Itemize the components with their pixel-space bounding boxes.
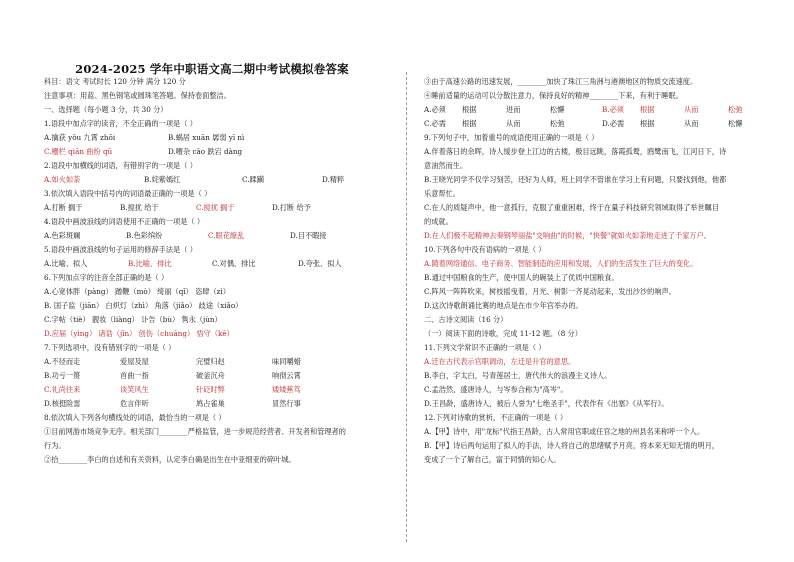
option-c: C.眼花缭乱 xyxy=(208,231,245,240)
option-d: D.精粹 xyxy=(322,175,345,184)
question-9-option-c-cont: 的成就。 xyxy=(424,217,453,226)
option-cell: 从而 xyxy=(506,119,521,128)
subsection-heading: （一）阅读下面的诗歌，完成 11-12 题。（8 分） xyxy=(424,329,582,338)
question-5: 5.语段中画波浪线的句子运用的修辞手法是（ ） xyxy=(44,245,197,254)
option-cell: D.必需 xyxy=(602,119,625,128)
question-9-option-d: D.在人们极不起精神去奏钢琴丽盐"交响曲"的时候，"快餐"就如火如荼地走进了千家万户。 xyxy=(424,231,711,240)
option-cell: 首曲一指 xyxy=(120,371,149,380)
question-4: 4.语段中画波浪线的词语使用不正确的一项是（ ） xyxy=(44,217,205,226)
option-cell: 完璧归赵 xyxy=(196,357,225,366)
question-3-options xyxy=(44,203,311,212)
question-7-option-row xyxy=(44,385,348,394)
question-7-option-row xyxy=(44,399,348,408)
question-8-sentence-2: ②拾________李白的自述和有关资料，认定李白确是出生在中亚细亚的碎叶城。 xyxy=(44,455,296,464)
question-8-option-row xyxy=(424,119,780,128)
option-c: C.对偶、排比 xyxy=(212,259,256,268)
question-7-option-row xyxy=(44,371,348,380)
question-6-option-c: C.字帖（tiè） 靓妆（liàng） 讣告（bù） 隽永（jùn） xyxy=(44,315,222,324)
option-cell: 谈笑风生 xyxy=(120,385,149,394)
option-a: A.擒获 yǒu 九霄 zhōi xyxy=(44,133,116,142)
section-heading: 一、选择题（每小题 3 分，共 30 分） xyxy=(44,105,168,114)
question-12-option-b-cont: 变成了一个了解自己，富于同情的知心人。 xyxy=(424,455,561,464)
option-cell: B.功亏一篑 xyxy=(44,371,81,380)
option-b: B.姹紫嫣红 xyxy=(144,175,181,184)
question-9: 9.下列句子中，加着重号的成语使用正确的一项是（ ） xyxy=(424,133,599,142)
option-cell: 从而 xyxy=(684,119,699,128)
question-8-sentence-4: ④睡前适量的运动可以分散注意力，保持良好的精神________下来，有利于睡眠。 xyxy=(424,91,683,100)
question-10-option-d: D.这次诗歌朗诵比赛的地点是在市少年宫举办的。 xyxy=(424,301,583,310)
option-cell: A.不径而走 xyxy=(44,357,81,366)
option-d: D.打断 给予 xyxy=(272,203,311,212)
option-cell: B.必须 xyxy=(602,105,624,114)
question-6: 6.下列加点字的注音全部正确的是（ ） xyxy=(44,273,169,282)
question-8-sentence-3: ③由于高速公路的迅速发展，________加快了珠江三角洲与港澳地区的物质交流速度。 xyxy=(424,77,698,86)
option-cell: 冒然行事 xyxy=(272,399,301,408)
exam-meta: 科目：语文 考试时长 120 分钟 满分 120 分 xyxy=(44,77,186,86)
question-4-options xyxy=(44,231,327,240)
question-10: 10.下列各句中没有语病的一项是（ ） xyxy=(424,245,546,254)
option-cell: 从而 xyxy=(684,105,699,114)
option-cell: 响彻云霄 xyxy=(272,371,301,380)
option-cell: 松弛 xyxy=(550,119,565,128)
option-d: D.目不暇接 xyxy=(290,231,327,240)
question-8-sentence-1: ①目前网游市场竞争无序。相关部门________严格监管，进一步规范经营者、开发者和管理者的 xyxy=(44,427,346,436)
option-cell: 根据 xyxy=(462,119,477,128)
option-c: C.搅扰 搁于 xyxy=(196,203,235,212)
question-6-option-b: B. 国子监（jiān） 白炽灯（zhì） 角落（jiǎo） 歧途（xiǎo） xyxy=(44,301,243,310)
question-8: 8.依次填入下列各句横线处的词语，最恰当的一项是（ ） xyxy=(44,413,226,422)
option-d: D.夸张、拟人 xyxy=(298,259,342,268)
option-cell: C.必需 xyxy=(424,119,446,128)
question-12-option-a: A.【甲】诗中，用"龙标"代指王昌龄，古人常用官职或任官之地的州县名来称呼一个人。 xyxy=(424,427,705,436)
question-9-option-a-cont: 意油然而生。 xyxy=(424,161,468,170)
option-cell: 破釜沉舟 xyxy=(196,371,225,380)
option-a: A.打断 搁于 xyxy=(44,203,83,212)
option-cell: 味同嚼蜡 xyxy=(272,357,301,366)
option-cell: 进而 xyxy=(506,105,521,114)
option-cell: 根据 xyxy=(640,105,655,114)
option-c: C.栅栏 qiān 曲纷 qū xyxy=(44,147,113,156)
option-cell: 松懈 xyxy=(728,119,743,128)
question-10-option-c: C.阵风一阵阵吹来，树枝摇曳着，月光、树影一齐晃动起来，发出沙沙的响声。 xyxy=(424,287,676,296)
option-cell: D.核挺险雷 xyxy=(44,399,81,408)
question-6-option-a: A.心宽体胖（pàng） 蹭鞭（mò） 绮丽（qǐ） 恣肆（zì） xyxy=(44,287,230,296)
option-b: B.色彩缤纷 xyxy=(126,231,163,240)
question-11-option-a: A.迁在古代表示官职调动，左迁是升官的意思。 xyxy=(424,357,576,366)
option-b: B.蜗居 xuān 孱弱 yī nì xyxy=(168,133,245,142)
question-8-sentence-1-cont: 行为。 xyxy=(44,441,66,450)
option-cell: 矮矮蕉笃 xyxy=(272,385,301,394)
option-cell: 松懈 xyxy=(550,105,565,114)
option-cell: 根据 xyxy=(640,119,655,128)
question-9-option-c: C.在人的质疑声中，他一意孤行，克服了重重困难，终于在量子科技研究领域取得了举世瞩目 xyxy=(424,203,720,212)
question-11-option-c: C.孟浩然，盛唐诗人，与岑参合称为"高岑"。 xyxy=(424,385,568,394)
question-5-options xyxy=(44,259,342,268)
page-title: 2024-2025 学年中职语文高二期中考试模拟卷答案 xyxy=(75,62,349,76)
option-b: B.搅扰 给于 xyxy=(120,203,159,212)
option-cell: 针砭时弊 xyxy=(196,385,225,394)
question-10-option-b: B.通过中国粮食的生产，使中国人的碗装上了优质中国粮食。 xyxy=(424,273,619,282)
option-a: A.如火如荼 xyxy=(44,175,81,184)
question-7: 7.下列选项中，没有错别字的一项是（ ） xyxy=(44,343,176,352)
question-11-option-d: D.王昌龄，盛唐诗人，被后人誉为"七绝圣手"，代表作有《出塞》《从军行》。 xyxy=(424,399,669,408)
option-b: B.比喻、排比 xyxy=(128,259,172,268)
option-cell: 根据 xyxy=(462,105,477,114)
option-a: A.比喻、拟人 xyxy=(44,259,88,268)
question-1-options-cd xyxy=(44,147,242,156)
section-heading-2: 二、古诗文阅读（16 分） xyxy=(424,315,508,324)
question-7-option-row xyxy=(44,357,348,366)
option-d: D.嘈杂 cāo 跌宕 dàng xyxy=(168,147,243,156)
question-9-option-b-cont: 乐意帮忙。 xyxy=(424,189,460,198)
question-6-option-d: D.应届（yìng） 诸诰（jīn） 创伤（chuāng） 悟守（kē） xyxy=(44,329,234,338)
option-a: A.色彩斑斓 xyxy=(44,231,81,240)
option-cell: 松弛 xyxy=(728,105,743,114)
question-10-option-a: A.随着网络通信、电子商务、智能制造的应用和发展，人们的生活发生了巨大的变化。 xyxy=(424,259,698,268)
question-1-options-ab xyxy=(44,133,244,142)
exam-instructions: 注意事项：用蓝、黑色钢笔或圆珠笔答题。保持卷面整洁。 xyxy=(44,91,231,100)
question-1: 1.语段中加点字的读音，不全正确的一项是（ ） xyxy=(44,119,197,128)
question-12: 12.下列对诗歌的赏析，不正确的一项是（ ） xyxy=(424,413,568,422)
question-11-option-b: B.李白，字太白，号青莲居士，唐代伟大的浪漫主义诗人。 xyxy=(424,371,612,380)
question-2: 2.语段中加横线的词语，有错别字的一项是（ ） xyxy=(44,161,197,170)
option-c: C.蹂躏 xyxy=(242,175,264,184)
option-cell: A.必须 xyxy=(424,105,446,114)
question-9-option-a: A.伴着落日的余晖，诗人缓步登上江边的古楼，极目远眺，落霞孤鹜，鸥鹭南飞，江河日下，诗 xyxy=(424,147,727,156)
column-divider xyxy=(406,72,407,542)
question-11: 11.下列文学常识不正确的一项是（ ） xyxy=(424,343,546,352)
option-cell: 危言伴听 xyxy=(120,399,149,408)
question-12-option-b: B.【甲】诗后两句运用了拟人的手法，诗人将自己的思绪赋予月亮，将本来无知无情的明月， xyxy=(424,441,720,450)
option-cell: C.礼尚往来 xyxy=(44,385,81,394)
question-3: 3.依次填入语段中括号内的词语最正确的一项是（ ） xyxy=(44,189,212,198)
question-8-option-row xyxy=(424,105,780,114)
question-2-options xyxy=(44,175,344,184)
option-cell: 爱屋及屋 xyxy=(120,357,149,366)
question-9-option-b: B.王晓光同学不仅学习刻苦，还好为人师，班上同学不管谁在学习上有问题，只要找到他，他都 xyxy=(424,175,727,184)
option-cell: 鸠占雀巢 xyxy=(196,399,225,408)
